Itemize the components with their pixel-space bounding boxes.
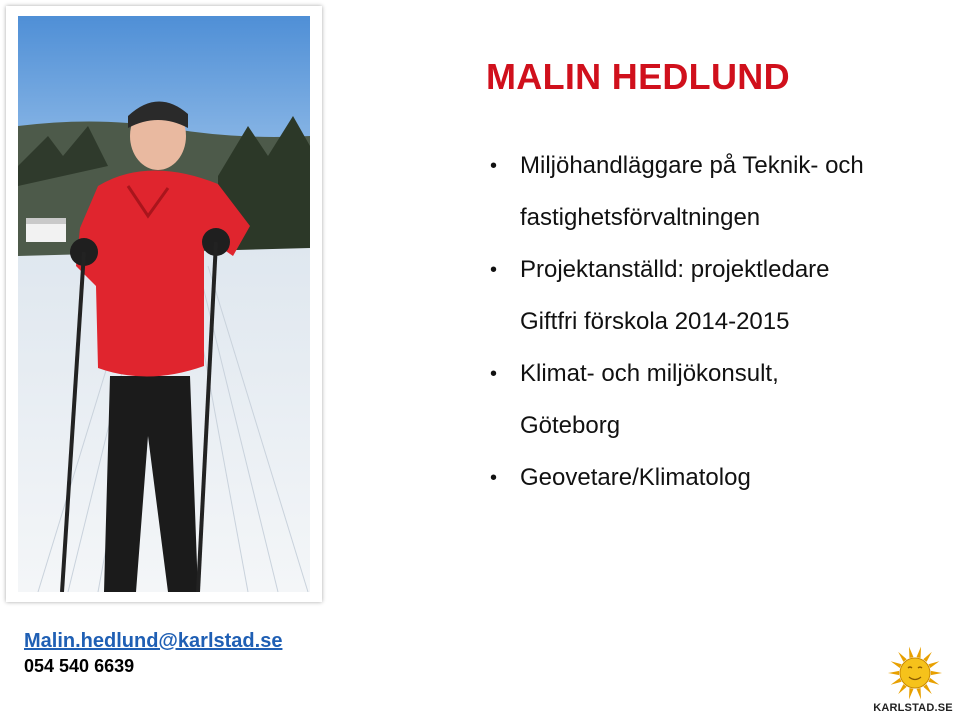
role-item-continuation: fastighetsförvaltningen [520,204,761,231]
person-name: MALIN HEDLUND [486,56,790,97]
karlstad-logo [872,644,954,718]
logo-text: KARLSTAD.SE [873,702,953,714]
role-item: • Miljöhandläggare på Teknik- och [490,140,950,192]
profile-photo-frame [6,6,322,602]
sun-ray [888,671,899,675]
sun-ray [928,661,939,668]
contact-block [24,628,282,678]
role-item-continuation: Göteborg [520,412,621,439]
sun-ray [909,688,913,699]
role-list [490,140,950,504]
email-link[interactable]: Malin.hedlund@karlstad.se [24,630,283,652]
role-item-continuation: Giftfri förskola 2014-2015 [520,308,790,335]
sun-ray [917,688,921,699]
sun-ray [891,678,902,685]
role-item: • Klimat- och miljökonsult, [490,348,950,400]
sun-ray [898,652,907,662]
phone-number: 054 540 6639 [24,656,135,676]
sun-ray [917,647,921,658]
sun-ray [891,661,902,668]
photo-illustration [18,16,310,592]
sun-ray [928,678,939,685]
role-item: • Projektanställd: projektledare [490,244,950,296]
sun-ray [923,684,932,694]
profile-photo [18,16,310,592]
sun-ray [898,684,907,694]
role-item: • Geovetare/Klimatolog [490,452,950,504]
sun-ray [931,671,942,675]
sun-ray [909,647,913,658]
sun-ray [923,652,932,662]
sun-logo-icon [886,644,944,702]
